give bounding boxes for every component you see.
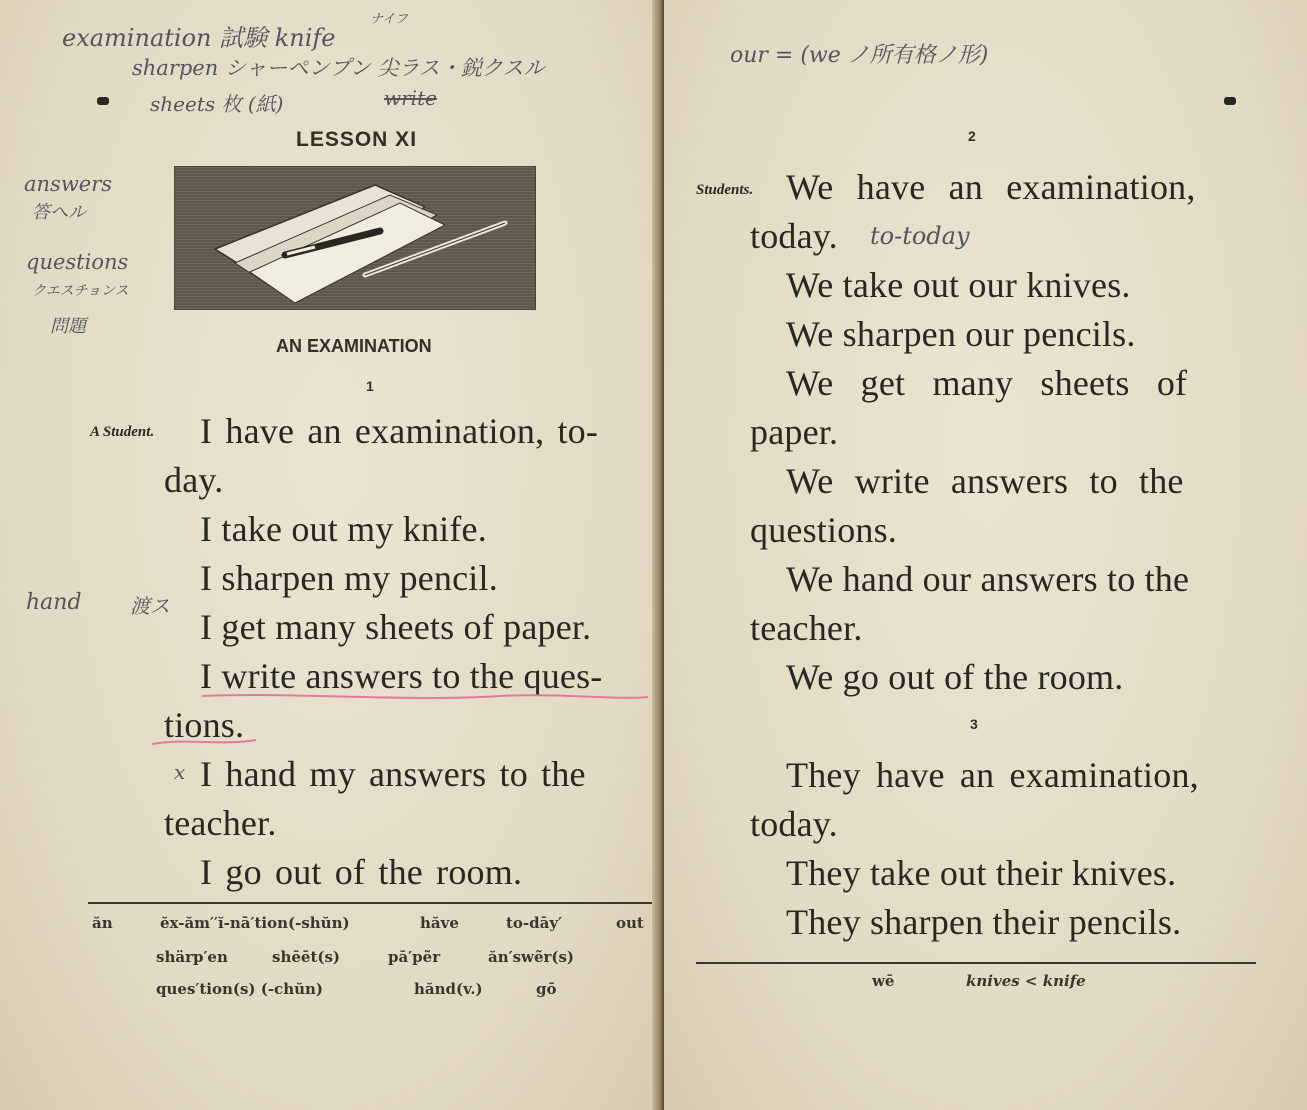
text-line: I have an examination, to- (200, 411, 599, 451)
annotation-answers-jp: 答へル (32, 202, 86, 223)
speaker-label: A Student. (90, 424, 155, 440)
page-mark (1224, 97, 1236, 105)
text-line: teacher. (750, 608, 863, 648)
vocab-word: to-dāy′ (506, 914, 563, 932)
text-line: paper. (750, 412, 839, 452)
paper-pencil-knife-picture (175, 167, 535, 309)
text-line: I hand my answers to the (200, 754, 586, 794)
annotation-write-struck: write (384, 86, 437, 110)
text-line: We go out of the room. (786, 657, 1124, 697)
section-number-1: 1 (366, 378, 374, 394)
text-line: I go out of the room. (200, 852, 523, 892)
vocab-word: knives < knife (966, 972, 1086, 990)
text-line: We take out our knives. (786, 265, 1131, 305)
text-line: I sharpen my pencil. (200, 558, 498, 598)
footer-rule (696, 962, 1256, 964)
vocab-word: shēēt(s) (272, 948, 341, 966)
text-line: We hand our answers to the (786, 559, 1190, 599)
annotation-questions: questions (26, 250, 129, 274)
annotation-hand: hand (26, 590, 82, 615)
vocab-word: ăn′swẽr(s) (488, 948, 575, 966)
page-mark (97, 97, 109, 105)
vocab-word: pā′pẽr (388, 948, 441, 966)
lesson-subtitle: AN EXAMINATION (276, 336, 432, 356)
section-number-3: 3 (970, 716, 978, 732)
text-line: We write answers to the (786, 461, 1184, 501)
text-line: We get many sheets of (786, 363, 1188, 403)
annotation-answers: answers (24, 172, 113, 196)
annotation-examination: examination 試験 knife (62, 24, 336, 52)
text-line: We sharpen our pencils. (786, 314, 1136, 354)
text-line: They sharpen their pencils. (786, 902, 1182, 942)
vocab-word: ăn (92, 914, 113, 932)
annotation-hand-jp: 渡ス (130, 594, 170, 618)
vocab-word: gō (536, 980, 557, 998)
annotation-questions-jp: 問題 (50, 316, 86, 337)
vocab-word: hăve (420, 914, 459, 932)
annotation-questions-katakana: クエスチョンス (32, 283, 129, 299)
vocab-word: wē (872, 972, 895, 990)
pink-underline (200, 690, 650, 710)
annotation-our: our = (we ノ所有格ノ形) (730, 43, 989, 68)
text-line: day. (164, 460, 224, 500)
text-line: I take out my knife. (200, 509, 487, 549)
section-number-2: 2 (968, 128, 976, 144)
text-line: I write answers to the ques- (200, 656, 603, 696)
text-line: We have an examination, (786, 167, 1196, 207)
footer-rule (88, 902, 652, 904)
text-line: teacher. (164, 803, 277, 843)
annotation-to-today: to-today (870, 222, 970, 250)
vocab-word: out (616, 914, 644, 932)
pink-underline (150, 734, 260, 750)
text-line: questions. (750, 510, 898, 550)
lesson-title: LESSON XI (296, 128, 418, 151)
vocab-word: ques′tion(s) (-chŭn) (156, 980, 324, 998)
speaker-label: Students. (696, 182, 754, 198)
annotation-x-mark: x (174, 760, 186, 784)
right-page (664, 0, 1307, 1110)
vocab-word: hănd(v.) (414, 980, 483, 998)
text-line: tions. (164, 705, 245, 745)
text-line: I get many sheets of paper. (200, 607, 592, 647)
vocab-word: ĕx-ăm′′ĭ-nā′tion(-shŭn) (160, 914, 350, 932)
vocab-word: shärp′en (156, 948, 228, 966)
examination-illustration (174, 166, 536, 310)
text-line: today. (750, 216, 838, 256)
text-line: They take out their knives. (786, 853, 1177, 893)
text-line: They have an examination, (786, 755, 1199, 795)
text-line: today. (750, 804, 838, 844)
annotation-sheets: sheets 枚 (紙) (150, 92, 284, 116)
annotation-sharpen: sharpen シャーペンプン 尖ラス・鋭クスル (132, 56, 545, 80)
annotation-knife-jp: ナイフ (370, 12, 408, 27)
